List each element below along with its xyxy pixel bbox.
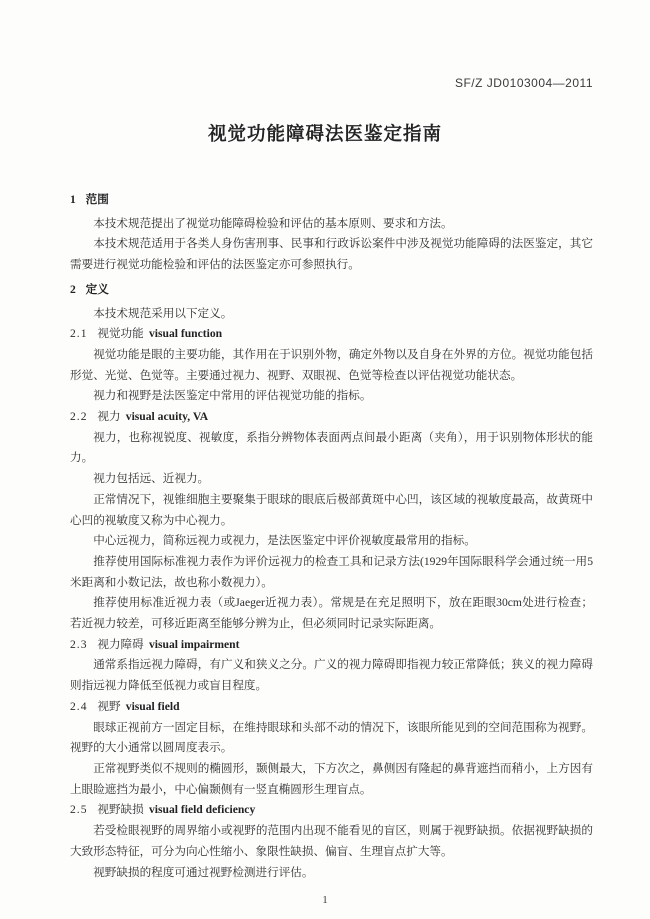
- section-number: 2.5: [70, 803, 88, 817]
- paragraph: 视力和视野是法医鉴定中常用的评估视觉功能的指标。: [93, 389, 372, 403]
- section-title-en: visual impairment: [148, 637, 240, 651]
- subsection-heading: [70, 324, 593, 345]
- paragraph: 正常情况下，视锥细胞主要聚集于眼球的眼底后极部黄斑中心凹，该区域的视敏度最高，故黄斑中心凹的视敏度又称为中心视力。: [70, 492, 593, 527]
- section-title-en: visual field: [125, 699, 180, 713]
- paragraph: 推荐使用标准近视力表（或Jaeger近视力表）。常规是在充足照明下，放在距眼30cm处进行检查；若近视力较差，可移近距离至能够分辨为止，但必须同时记录实际距离。: [70, 596, 593, 631]
- standard-number: SF/Z JD0103004—2011: [454, 76, 593, 90]
- section-title: 视力: [97, 410, 121, 424]
- paragraph: 视力，也称视锐度、视敏度，系指分辨物体表面两点间最小距离（夹角），用于识别物体形状的能力。: [70, 430, 593, 465]
- section-number: 2.1: [70, 327, 88, 341]
- paragraph: 推荐使用国际标准视力表作为评价远视力的检查工具和记录方法(1929年国际眼科学会通过统一用5米距离和小数记法，故也称小数视力）。: [70, 554, 593, 589]
- paragraph: 视力包括远、近视力。: [93, 472, 210, 486]
- paragraph: 中心远视力，简称远视力或视力，是法医鉴定中评价视敏度最常用的指标。: [93, 534, 476, 548]
- paragraph: 本技术规范适用于各类人身伤害刑事、民事和行政诉讼案件中涉及视觉功能障碍的法医鉴定，其它需要进行视觉功能检验和评估的法医鉴定亦可参照执行。: [70, 237, 593, 272]
- section-number: 2: [70, 282, 76, 296]
- paragraph: 眼球正视前方一固定目标，在维持眼球和头部不动的情况下，该眼所能见到的空间范围称为视野。视野的大小通常以圆周度表示。: [70, 720, 593, 755]
- subsection-heading: [70, 635, 593, 656]
- paragraph: 视野缺损的程度可通过视野检测进行评估。: [93, 865, 314, 879]
- paragraph: 本技术规范提出了视觉功能障碍检验和评估的基本原则、要求和方法。: [93, 216, 453, 230]
- section-heading: [70, 190, 593, 211]
- section-number: 2.3: [70, 637, 88, 651]
- section-title: 视力障碍: [97, 637, 144, 651]
- paragraph: 若受检眼视野的周界缩小或视野的范围内出现不能看见的盲区，则属于视野缺损。依据视野缺损的大致形态特征，可分为向心性缩小、象限性缺损、偏盲、生理盲点扩大等。: [70, 824, 593, 858]
- page-number: 1: [322, 894, 328, 906]
- paragraph: 通常系指远视力障碍，有广义和狭义之分。广义的视力障碍即指视力较正常降低；狭义的视力障碍则指远视力降低至低视力或盲目程度。: [70, 658, 593, 693]
- section-title-en: visual acuity, VA: [125, 410, 209, 424]
- section-title: 定义: [85, 282, 109, 296]
- section-heading: [70, 280, 593, 301]
- subsection-heading: [70, 697, 593, 718]
- section-number: 2.2: [70, 410, 88, 424]
- section-title-en: visual function: [148, 327, 223, 341]
- section-number: 2.4: [70, 699, 88, 713]
- section-title: 视野缺损: [97, 803, 144, 817]
- subsection-heading: [70, 407, 593, 428]
- section-title: 范围: [85, 193, 109, 206]
- section-title: 视觉功能: [97, 327, 144, 341]
- document-title: 视觉功能障碍法医鉴定指南: [207, 125, 442, 145]
- section-number: 1: [70, 193, 76, 206]
- paragraph: 视觉功能是眼的主要功能，其作用在于识别外物，确定外物以及自身在外界的方位。视觉功能包括形觉、光觉、色觉等。主要通过视力、视野、双眼视、色觉等检查以评估视觉功能状态。: [70, 347, 593, 382]
- section-title-en: visual field deficiency: [148, 803, 256, 817]
- section-title: 视野: [97, 699, 121, 713]
- paragraph: 本技术规范采用以下定义。: [93, 306, 233, 320]
- document-body: [70, 186, 593, 883]
- paragraph: 正常视野类似不规则的椭圆形，颞侧最大，下方次之，鼻侧因有隆起的鼻背遮挡而稍小，上方因有上眼睑遮挡为最小，中心偏颞侧有一竖直椭圆形生理盲点。: [70, 761, 593, 796]
- subsection-heading: [70, 800, 593, 821]
